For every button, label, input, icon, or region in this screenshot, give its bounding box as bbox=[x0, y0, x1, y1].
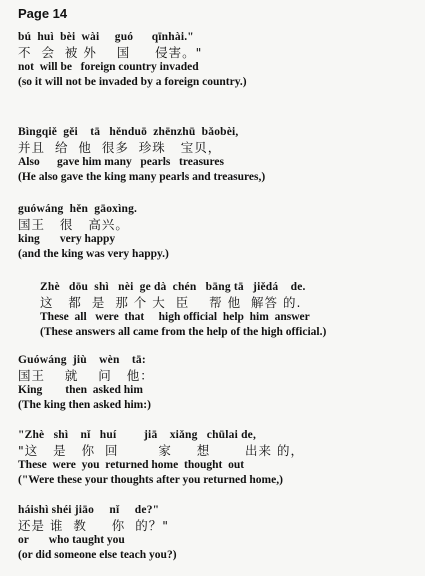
pinyin-line: Guówáng jiù wèn tā: bbox=[18, 354, 146, 366]
sentence-block-4 bbox=[40, 280, 415, 340]
gloss-line: Also gave him many pearls treasures bbox=[18, 156, 224, 168]
translation-line: (The king then asked him:) bbox=[18, 399, 151, 411]
sentence-block-3 bbox=[18, 202, 415, 262]
gloss-line: King then asked him bbox=[18, 384, 143, 396]
sentence-block-5 bbox=[18, 353, 415, 413]
chinese-line: 这 都 是 那 个 大 臣 帮 他 解答 的. bbox=[40, 295, 302, 310]
translation-line: (He also gave the king many pearls and treasures,) bbox=[18, 171, 266, 183]
sentence-block-7 bbox=[18, 503, 415, 563]
pinyin-line: Bìngqiě gěi tā hěnduō zhēnzhū bǎobèi, bbox=[18, 126, 239, 138]
sentence-block-6 bbox=[18, 428, 415, 488]
translation-line: (These answers all came from the help of the high official.) bbox=[40, 326, 327, 338]
pinyin-line: bú huì bèi wài guó qīnhài." bbox=[18, 31, 194, 43]
sentence-block-2 bbox=[18, 125, 415, 185]
gloss-line: These all were that high official help him answer bbox=[40, 311, 310, 323]
gloss-line: These were you returned home thought out bbox=[18, 459, 245, 471]
gloss-line: or who taught you bbox=[18, 534, 125, 546]
chinese-line: "这 是 你 回 家 想 出来 的， bbox=[18, 443, 304, 458]
chinese-line: 国王 很 高兴。 bbox=[18, 217, 129, 232]
chinese-line: 不 会 被 外 国 侵害。" bbox=[18, 45, 203, 60]
pinyin-line: Zhè dōu shì nèi ge dà chén bāng tā jiědá de. bbox=[40, 281, 306, 293]
sentence-block-1 bbox=[18, 30, 415, 90]
page-number: Page 14 bbox=[18, 6, 68, 21]
pinyin-line: háishì shéi jiāo nǐ de?" bbox=[18, 504, 160, 516]
translation-line: (so it will not be invaded by a foreign country.) bbox=[18, 76, 247, 88]
gloss-line: king very happy bbox=[18, 233, 116, 245]
gloss-line: not will be foreign country invaded bbox=[18, 61, 199, 73]
translation-line: (or did someone else teach you?) bbox=[18, 549, 177, 561]
pinyin-line: guówáng hěn gāoxìng. bbox=[18, 203, 138, 215]
chinese-line: 国王 就 问 他： bbox=[18, 368, 154, 383]
chinese-line: 并且 给 他 很多 珍珠 宝贝， bbox=[18, 140, 222, 155]
chinese-line: 还是 谁 教 你 的？" bbox=[18, 518, 169, 533]
pinyin-line: "Zhè shì nǐ huí jiā xiǎng chūlai de, bbox=[18, 429, 257, 441]
translation-line: ("Were these your thoughts after you returned home,) bbox=[18, 474, 283, 486]
translation-line: (and the king was very happy.) bbox=[18, 248, 169, 260]
